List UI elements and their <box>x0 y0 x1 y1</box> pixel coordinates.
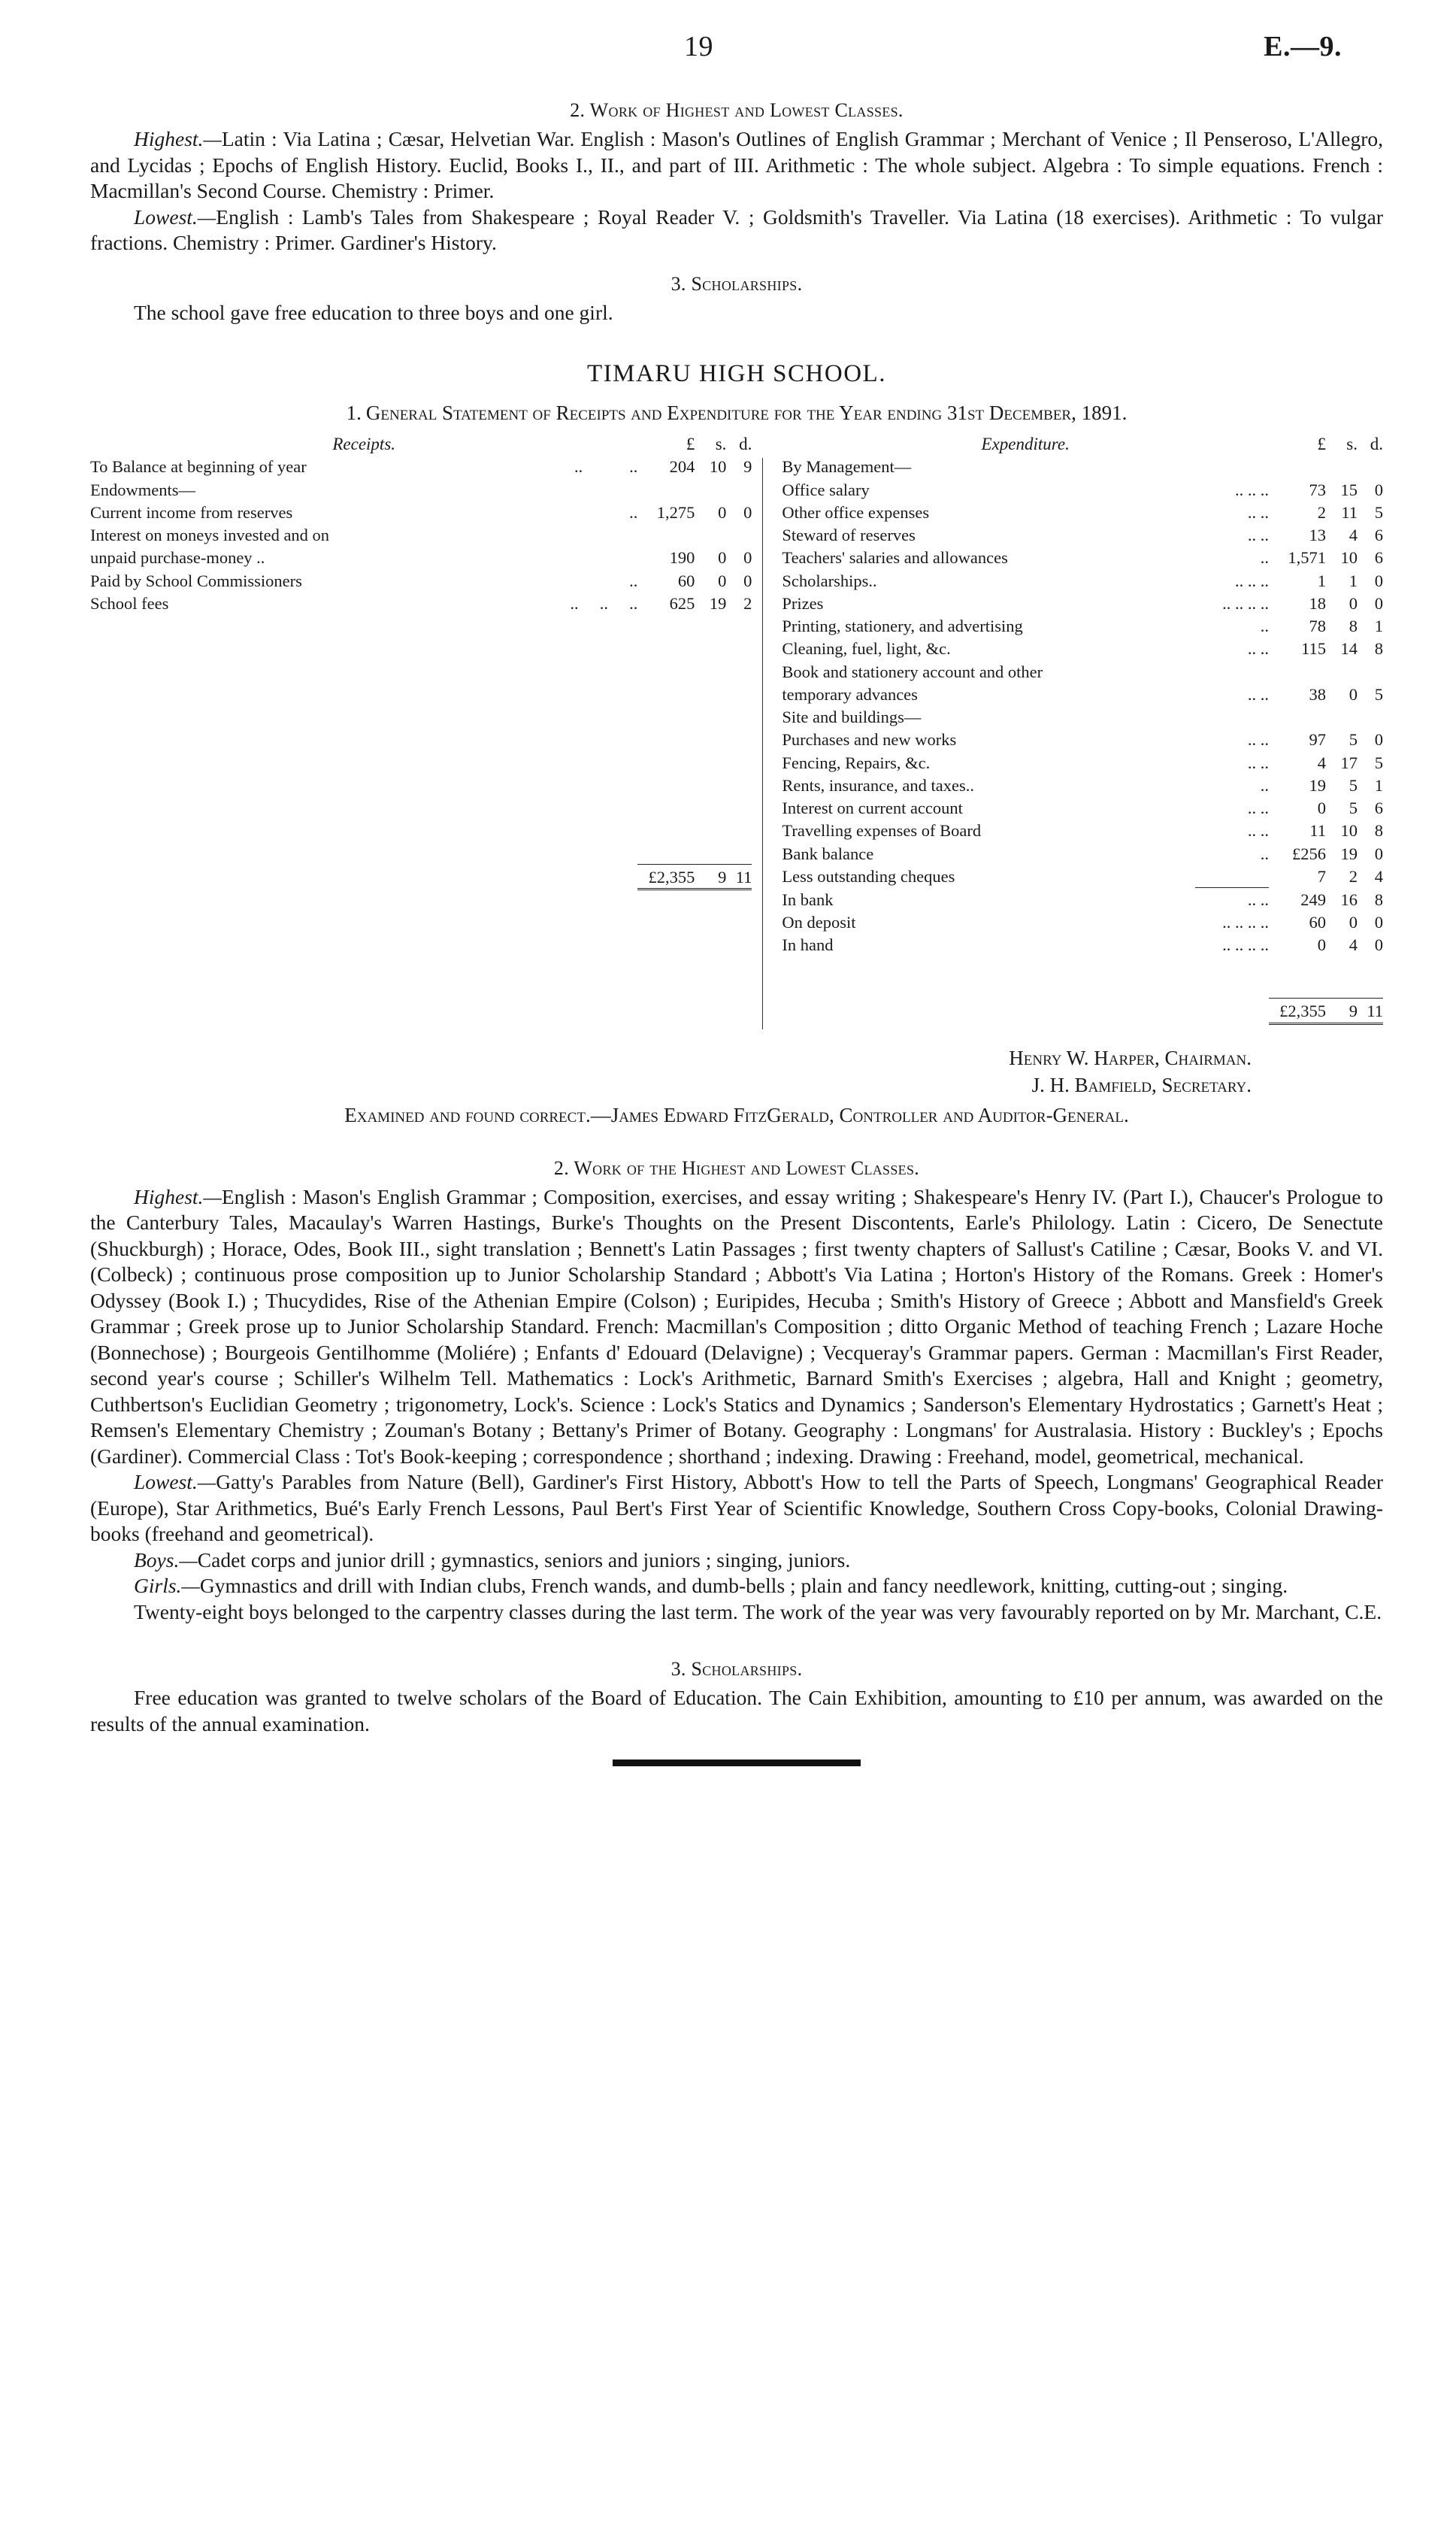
expenditure-shillings: 10 <box>1340 821 1358 841</box>
expenditure-desc: Rents, insurance, and taxes.. <box>782 775 974 795</box>
expenditure-pence: 5 <box>1374 502 1383 522</box>
expenditure-shillings: 0 <box>1349 593 1358 613</box>
bank-balance-label: Bank balance <box>782 844 874 863</box>
paragraph-girls <box>90 1573 1383 1599</box>
expenditure-shillings: 10 <box>1340 548 1358 568</box>
expenditure-col-shillings: s. <box>1346 434 1358 453</box>
section-heading-scholarships-2: 3. Scholarships. <box>670 1658 803 1681</box>
paragraph-boys <box>90 1547 1383 1574</box>
table-row <box>782 478 1383 501</box>
label-lowest-top: Lowest.— <box>134 205 216 229</box>
expenditure-pounds: 2 <box>1317 502 1326 522</box>
table-row <box>782 524 1383 547</box>
expenditure-desc: Book and stationery account and other <box>782 662 1043 681</box>
in-hand-label: In hand <box>782 935 834 955</box>
expenditure-pence: 1 <box>1374 775 1383 795</box>
expenditure-leader: .. .. .. <box>1234 571 1269 590</box>
expenditure-desc: Prizes <box>782 593 824 613</box>
signature-secretary: J. H. Bamfield, Secretary. <box>1031 1074 1252 1097</box>
expenditure-leader: .. <box>1260 617 1269 636</box>
receipt-shillings: 19 <box>709 593 727 613</box>
bank-balance-shillings: 19 <box>1340 844 1358 863</box>
expenditure-total-leader <box>1195 998 1269 1023</box>
expenditure-pence: 0 <box>1374 571 1383 590</box>
expenditure-header: Expenditure. <box>981 434 1070 453</box>
receipt-pounds: 190 <box>669 548 695 568</box>
expenditure-shillings: 5 <box>1349 730 1358 750</box>
expenditure-pence: 8 <box>1374 639 1383 659</box>
expenditure-leader: .. .. <box>1247 821 1269 841</box>
expenditure-pence: 6 <box>1374 526 1383 545</box>
paragraph-scholarships-2: Free education was granted to twelve scholars of the Board of Education. The Cain Exhibition, amounting to £10 per annum, was awarded on the results of the annual examination. <box>90 1686 1383 1735</box>
expenditure-desc: Purchases and new works <box>782 730 957 750</box>
label-highest-2: Highest.— <box>134 1184 222 1208</box>
bank-balance-pounds: £256 <box>1291 844 1326 863</box>
receipt-pence: 0 <box>743 571 752 590</box>
expenditure-pounds: 18 <box>1309 593 1326 613</box>
receipt-leader <box>517 478 638 501</box>
paragraph-highest-2 <box>90 1184 1383 1470</box>
spacer-cell <box>90 615 752 865</box>
expenditure-pence: 8 <box>1374 821 1383 841</box>
receipts-total-leader <box>517 864 638 890</box>
table-row <box>782 774 1383 796</box>
expenditure-leader: .. <box>1260 775 1269 795</box>
expenditure-pounds: 4 <box>1317 753 1326 772</box>
receipt-pence: 0 <box>743 548 752 568</box>
in-hand-shillings: 4 <box>1349 935 1358 955</box>
expenditure-pence: 0 <box>1374 593 1383 613</box>
expenditure-leader <box>1195 456 1269 478</box>
table-row <box>782 456 1383 478</box>
expenditure-total-pence: 11 <box>1358 998 1383 1023</box>
table-row <box>90 592 752 614</box>
receipts-total-label <box>90 864 517 890</box>
label-lowest-2: Lowest.— <box>134 1470 216 1494</box>
paragraph-carpentry: Twenty-eight boys belonged to the carpentry classes during the last term. The work of the year was very favourably reported on by Mr. Marchant, C.E. <box>134 1599 1382 1623</box>
spacer-cell <box>782 956 1383 999</box>
section-heading-work-classes-2: 2. Work of the Highest and Lowest Classes. <box>553 1156 920 1179</box>
expenditure-shillings <box>1326 706 1358 729</box>
expenditure-pounds: 97 <box>1309 730 1326 750</box>
label-boys: Boys.— <box>134 1547 198 1572</box>
statement-number: 1. <box>346 402 362 424</box>
expenditure-shillings: 14 <box>1340 639 1358 659</box>
expenditure-pence <box>1358 660 1383 683</box>
expenditure-leader <box>1195 706 1269 729</box>
bank-less-cheques-row <box>782 865 1383 887</box>
table-row <box>782 751 1383 774</box>
bank-balance-row <box>782 842 1383 865</box>
receipts-col-shillings: s. <box>715 434 727 453</box>
receipt-pence: 2 <box>743 593 752 613</box>
expenditure-leader: .. .. <box>1247 730 1269 750</box>
expenditure-pounds: 0 <box>1317 799 1326 818</box>
statement-heading <box>90 402 1383 425</box>
expenditure-desc: Printing, stationery, and advertising <box>782 617 1023 636</box>
expenditure-pounds: 38 <box>1309 684 1326 704</box>
expenditure-shillings: 11 <box>1341 502 1358 522</box>
expenditure-pounds <box>1269 456 1326 478</box>
expenditure-desc: Interest on current account <box>782 799 963 818</box>
receipt-pence: 0 <box>743 502 752 522</box>
on-deposit-pounds: 60 <box>1309 912 1326 932</box>
receipts-total-pence: 11 <box>726 864 752 890</box>
expenditure-shillings: 5 <box>1349 775 1358 795</box>
receipt-leader: .. <box>629 502 638 522</box>
receipt-leader: .. .. <box>574 457 638 477</box>
receipt-desc: Paid by School Commissioners <box>90 571 302 590</box>
table-row <box>782 569 1383 592</box>
receipt-desc: To Balance at beginning of year <box>90 457 307 477</box>
receipt-pounds: 625 <box>669 593 695 613</box>
bank-less-label: Less outstanding cheques <box>782 866 955 886</box>
expenditure-pounds: 1,571 <box>1288 548 1326 568</box>
paragraph-highest-top <box>90 126 1383 205</box>
table-row <box>782 592 1383 614</box>
receipt-desc: unpaid purchase-money .. <box>90 548 265 568</box>
text-lowest-2: Gatty's Parables from Nature (Bell), Gardiner's First History, Abbott's How to tell the Parts of Speech, Longmans' Geographical Reader (Europe), Star Arithmetics, Bué's Early French Lessons, Paul Bert's First Year of Scientific Knowledge, Southern Cross Copy-books, Colonial Drawing-books (freehand and geometrical). <box>90 1470 1383 1546</box>
table-row <box>782 729 1383 751</box>
receipt-desc: Interest on moneys invested and on <box>90 526 330 545</box>
bank-balance-pence: 0 <box>1374 844 1383 863</box>
expenditure-leader: .. .. .. <box>1234 480 1269 499</box>
paragraph-lowest-2 <box>90 1469 1383 1547</box>
on-deposit-label: On deposit <box>782 912 856 932</box>
text-highest-top: Latin : Via Latina ; Cæsar, Helvetian War. English : Mason's Outlines of English Grammar ; Merchant of Venice ; Il Penseroso, L'Allegro, and Lycidas ; Epochs of English History. Euclid, Books I., II., and part of III. Arithmetic : The whole subject. Algebra : To simple equations. French : Macmillan's Second Course. Chemistry : Primer. <box>90 127 1383 202</box>
in-bank-pence: 8 <box>1374 890 1383 909</box>
expenditure-total-label <box>782 998 1195 1023</box>
in-hand-leader: .. .. .. .. <box>1222 935 1269 955</box>
expenditure-pounds: 73 <box>1309 480 1326 499</box>
table-row <box>782 706 1383 729</box>
expenditure-desc: Site and buildings— <box>782 708 922 727</box>
statement-text: General Statement of Receipts and Expenditure for the Year ending 31st December, 1891. <box>365 402 1128 424</box>
expenditure-total-row <box>782 998 1383 1023</box>
expenditure-pence: 5 <box>1374 753 1383 772</box>
receipts-total-pounds: £2,355 <box>637 864 695 890</box>
receipts-total-row <box>90 864 752 890</box>
expenditure-leader <box>1195 660 1269 683</box>
table-row <box>90 547 752 569</box>
bank-less-shillings: 2 <box>1349 866 1358 886</box>
expenditure-shillings: 0 <box>1349 684 1358 704</box>
table-row <box>90 524 752 547</box>
expenditure-pounds: 19 <box>1309 775 1326 795</box>
expenditure-leader: .. .. .. .. <box>1222 593 1269 613</box>
receipt-pounds: 1,275 <box>656 502 695 522</box>
receipt-desc: School fees <box>90 593 169 613</box>
text-girls: Gymnastics and drill with Indian clubs, French wands, and dumb-bells ; plain and fancy needlework, knitting, cutting-out ; singing. <box>199 1574 1288 1598</box>
table-row <box>90 478 752 501</box>
bank-balance-leader: .. <box>1260 844 1269 863</box>
on-deposit-shillings: 0 <box>1349 912 1358 932</box>
page-header <box>90 30 1383 83</box>
receipts-col-pounds: £ <box>686 434 695 453</box>
expenditure-desc: Travelling expenses of Board <box>782 821 982 841</box>
table-row <box>782 638 1383 660</box>
receipt-pence <box>726 524 752 547</box>
expenditure-pence: 0 <box>1374 480 1383 499</box>
table-row <box>782 660 1383 683</box>
receipt-pounds <box>637 524 695 547</box>
expenditure-header-row <box>782 432 1383 456</box>
spacer-row <box>90 615 752 865</box>
in-bank-label: In bank <box>782 890 834 909</box>
expenditure-desc: Teachers' salaries and allowances <box>782 548 1008 568</box>
expenditure-col-pounds: £ <box>1317 434 1326 453</box>
receipt-shillings: 0 <box>718 548 727 568</box>
in-bank-shillings: 16 <box>1340 890 1358 909</box>
expenditure-pounds: 115 <box>1301 639 1326 659</box>
bank-less-leader <box>1195 865 1269 887</box>
expenditure-total-pounds: £2,355 <box>1269 998 1326 1023</box>
receipts-col-pence: d. <box>739 434 752 453</box>
receipt-leader: .. .. .. <box>570 593 638 613</box>
receipt-shillings <box>695 524 726 547</box>
receipt-pounds: 60 <box>677 571 695 590</box>
on-deposit-leader: .. .. .. .. <box>1222 912 1269 932</box>
table-row <box>782 683 1383 705</box>
expenditure-desc: Fencing, Repairs, &c. <box>782 753 931 772</box>
bank-less-pence: 4 <box>1374 866 1383 886</box>
expenditure-pounds: 78 <box>1309 617 1326 636</box>
expenditure-pounds <box>1269 660 1326 683</box>
expenditure-desc: temporary advances <box>782 684 918 704</box>
expenditure-leader: .. <box>1260 548 1269 568</box>
table-row <box>90 569 752 592</box>
receipts-column <box>90 432 762 1025</box>
table-row <box>782 501 1383 523</box>
section-heading-scholarships-top: 3. Scholarships. <box>670 272 803 295</box>
expenditure-pence: 6 <box>1374 799 1383 818</box>
bank-in-bank-row <box>782 888 1383 911</box>
in-bank-leader: .. .. <box>1195 888 1269 911</box>
receipts-header-row <box>90 432 752 456</box>
expenditure-desc: Office salary <box>782 480 870 499</box>
expenditure-column <box>762 432 1383 1025</box>
page-number: 19 <box>684 31 713 62</box>
page-signature: E.—9. <box>1264 31 1342 62</box>
receipt-pounds <box>637 478 695 501</box>
section-heading-work-classes: 2. Work of Highest and Lowest Classes. <box>570 99 904 121</box>
expenditure-pence: 0 <box>1374 730 1383 750</box>
bank-in-hand-row <box>782 934 1383 956</box>
expenditure-pounds: 11 <box>1309 821 1326 841</box>
expenditure-pence <box>1358 706 1383 729</box>
expenditure-leader: .. .. <box>1247 502 1269 522</box>
receipts-header: Receipts. <box>332 434 396 453</box>
text-boys: Cadet corps and junior drill ; gymnastics, seniors and juniors ; singing, juniors. <box>197 1547 851 1572</box>
receipt-shillings: 0 <box>718 502 727 522</box>
expenditure-pounds: 13 <box>1309 526 1326 545</box>
signature-chairman: Henry W. Harper, Chairman. <box>1009 1046 1252 1069</box>
expenditure-pounds <box>1269 706 1326 729</box>
on-deposit-pence: 0 <box>1374 912 1383 932</box>
bank-less-pounds: 7 <box>1317 866 1326 886</box>
expenditure-shillings: 17 <box>1340 753 1358 772</box>
spacer-row <box>782 956 1383 999</box>
auditor-statement: Examined and found correct.—James Edward FitzGerald, Controller and Auditor-General. <box>344 1103 1129 1126</box>
table-row <box>782 797 1383 820</box>
expenditure-leader: .. .. <box>1247 684 1269 704</box>
receipt-leader <box>517 524 638 547</box>
receipt-pence <box>726 478 752 501</box>
expenditure-shillings: 1 <box>1349 571 1358 590</box>
table-row <box>782 547 1383 569</box>
expenditure-total-shillings: 9 <box>1326 998 1358 1023</box>
expenditure-leader: .. .. <box>1247 639 1269 659</box>
receipts-total-shillings: 9 <box>695 864 726 890</box>
receipt-pounds: 204 <box>669 457 695 477</box>
school-title: TIMARU HIGH SCHOOL. <box>587 360 886 387</box>
expenditure-desc: By Management— <box>782 457 912 477</box>
paragraph-scholarships-top: The school gave free education to three boys and one girl. <box>134 300 613 324</box>
receipt-desc: Current income from reserves <box>90 502 293 522</box>
receipt-shillings: 10 <box>709 457 727 477</box>
text-lowest-top: English : Lamb's Tales from Shakespeare ; Royal Reader V. ; Goldsmith's Traveller. Via Latina (18 exercises). Arithmetic : To vulgar fractions. Chemistry : Primer. Gardiner's History. <box>90 205 1383 254</box>
bottom-rule <box>613 1760 861 1766</box>
expenditure-shillings: 8 <box>1349 617 1358 636</box>
receipt-shillings <box>695 478 726 501</box>
expenditure-desc: Scholarships.. <box>782 571 877 590</box>
receipt-pence: 9 <box>743 457 752 477</box>
expenditure-desc: Steward of reserves <box>782 526 916 545</box>
receipt-desc: Endowments— <box>90 480 195 499</box>
expenditure-pence: 6 <box>1374 548 1383 568</box>
label-highest-top: Highest.— <box>134 127 222 150</box>
expenditure-leader: .. .. <box>1247 799 1269 818</box>
expenditure-shillings: 5 <box>1349 799 1358 818</box>
paragraph-lowest-top <box>90 205 1383 256</box>
table-row <box>90 501 752 523</box>
text-highest-2: English : Mason's English Grammar ; Composition, exercises, and essay writing ; Shakespeare's Henry IV. (Part I.), Chaucer's Prologue to the Canterbury Tales, Macaulay's Warren Hastings, Burke's Thoughts on the Present Discontents, Earle's Philology. Latin : Cicero, De Senectute (Shuckburgh) ; Horace, Odes, Book III., sight translation ; Bennett's Latin Passages ; first twenty chapters of Sallust's Catiline ; Cæsar, Books V. and VI. (Colbeck) ; continuous prose composition up to Junior Scholarship Standard ; Abbott's Via Latina ; Horton's History of the Romans. Greek : Homer's Odyssey (Book I.) ; Thucydides, Rise of the Athenian Empire (Colson) ; Euripides, Hecuba ; Smith's History of Greece ; Abbott and Mansfield's Greek Grammar ; Greek prose up to Junior Scholarship Standard. French: Macmillan's Composition ; ditto Organic Method of teaching French ; Lazare Hoche (Bonnechose) ; Bourgeois Gentilhomme (Moliére) ; Enfants d' Edouard (Delavigne) ; Vecqueray's Grammar papers. German : Macmillan's First Reader, second year's course ; Schiller's Wilhelm Tell. Mathematics : Lock's Arithmetic, Barnard Smith's Exercises ; algebra, Hall and Knight ; geometry, Cuthbertson's Euclidian Geometry ; trigonometry, Lock's. Science : Lock's Statics and Dynamics ; Sanderson's Elementary Hydrostatics ; Garnett's Heat ; Remsen's Elementary Chemistry ; Zouman's Botany ; Bettany's Primer of Botany. Geography : Longmans' for Australasia. History : Buckley's ; Epochs (Gardiner). Commercial Class : Tot's Book-keeping ; correspondence ; shorthand ; indexing. Drawing : Freehand, model, geometrical, mechanical. <box>90 1184 1383 1468</box>
table-row <box>90 456 752 478</box>
in-bank-pounds: 249 <box>1300 890 1326 909</box>
expenditure-leader: .. .. <box>1247 526 1269 545</box>
expenditure-pence: 5 <box>1374 684 1383 704</box>
expenditure-pence <box>1358 456 1383 478</box>
expenditure-shillings <box>1326 660 1358 683</box>
expenditure-pounds: 1 <box>1317 571 1326 590</box>
in-hand-pence: 0 <box>1374 935 1383 955</box>
expenditure-col-pence: d. <box>1370 434 1383 453</box>
expenditure-desc: Other office expenses <box>782 502 930 522</box>
receipt-leader: .. <box>629 571 638 590</box>
page-content <box>90 30 1383 1766</box>
expenditure-pence: 1 <box>1374 617 1383 636</box>
expenditure-desc: Cleaning, fuel, light, &c. <box>782 639 951 659</box>
receipt-shillings: 0 <box>718 571 727 590</box>
expenditure-leader: .. .. <box>1247 753 1269 772</box>
label-girls: Girls.— <box>134 1574 200 1598</box>
expenditure-shillings: 15 <box>1340 480 1358 499</box>
table-row <box>782 820 1383 842</box>
in-hand-pounds: 0 <box>1317 935 1326 955</box>
accounts-table <box>90 432 1383 1025</box>
table-row <box>782 615 1383 638</box>
receipt-leader <box>517 547 638 569</box>
bank-on-deposit-row <box>782 911 1383 933</box>
signature-block <box>90 1044 1383 1099</box>
expenditure-shillings <box>1326 456 1358 478</box>
expenditure-shillings: 4 <box>1349 526 1358 545</box>
